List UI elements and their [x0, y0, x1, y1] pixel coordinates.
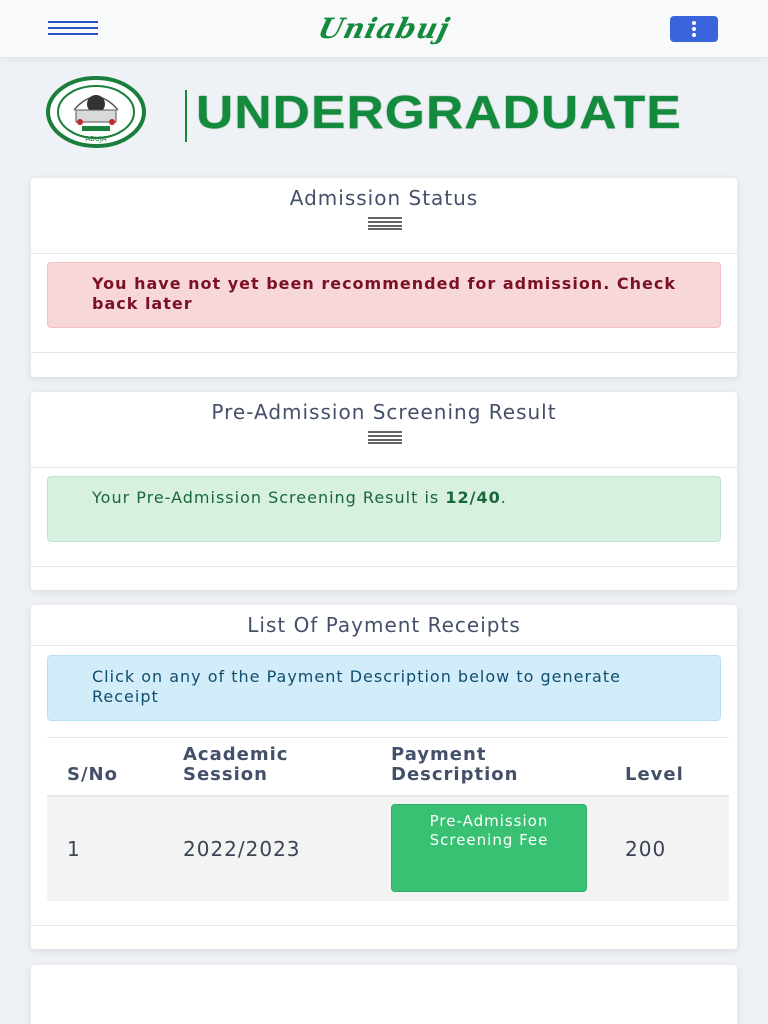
screening-result-card	[31, 392, 737, 590]
divider	[31, 467, 737, 468]
cell-sno: 1	[67, 837, 81, 861]
page-title: UNDERGRADUATE	[196, 86, 682, 138]
card-title: List Of Payment Receipts	[247, 613, 521, 637]
top-navbar	[0, 0, 768, 58]
screening-alert	[47, 476, 721, 542]
logo-text: ABUJA	[85, 135, 107, 143]
receipts-info-alert: Click on any of the Payment Description below to generate Receipt	[47, 655, 721, 721]
next-card	[31, 965, 737, 1024]
cell-level: 200	[625, 837, 667, 861]
banner-divider	[185, 90, 187, 142]
more-options-button[interactable]	[670, 16, 718, 42]
payment-description-button[interactable]: Pre-Admission Screening Fee	[391, 804, 587, 892]
collapse-toggle-icon[interactable]	[368, 430, 402, 444]
hamburger-menu-icon[interactable]	[48, 20, 100, 38]
divider	[31, 566, 737, 567]
cell-session: 2022/2023	[183, 837, 301, 861]
divider	[31, 253, 737, 254]
payment-receipts-card	[31, 605, 737, 949]
screening-message-end: .	[500, 488, 507, 507]
header-banner	[0, 62, 768, 162]
table-border	[47, 737, 729, 738]
divider	[31, 645, 737, 646]
column-header-session: Academic Session	[183, 744, 289, 785]
table-row	[47, 795, 729, 901]
admission-status-card	[31, 178, 737, 377]
divider	[31, 925, 737, 926]
screening-score: 12/40	[445, 488, 501, 507]
column-header-level: Level	[625, 764, 684, 785]
card-title: Pre-Admission Screening Result	[211, 400, 557, 424]
divider	[31, 352, 737, 353]
brand-logo-text[interactable]: Uniabuj	[314, 12, 454, 45]
admission-alert: You have not yet been recommended for admission. Check back later	[47, 262, 721, 328]
card-title: Admission Status	[289, 186, 479, 210]
collapse-toggle-icon[interactable]	[368, 216, 402, 230]
column-header-description: Payment Description	[391, 744, 519, 785]
screening-message: Your Pre-Admission Screening Result is	[92, 488, 440, 507]
column-header-sno: S/No	[67, 764, 118, 785]
university-crest-icon	[46, 76, 174, 148]
